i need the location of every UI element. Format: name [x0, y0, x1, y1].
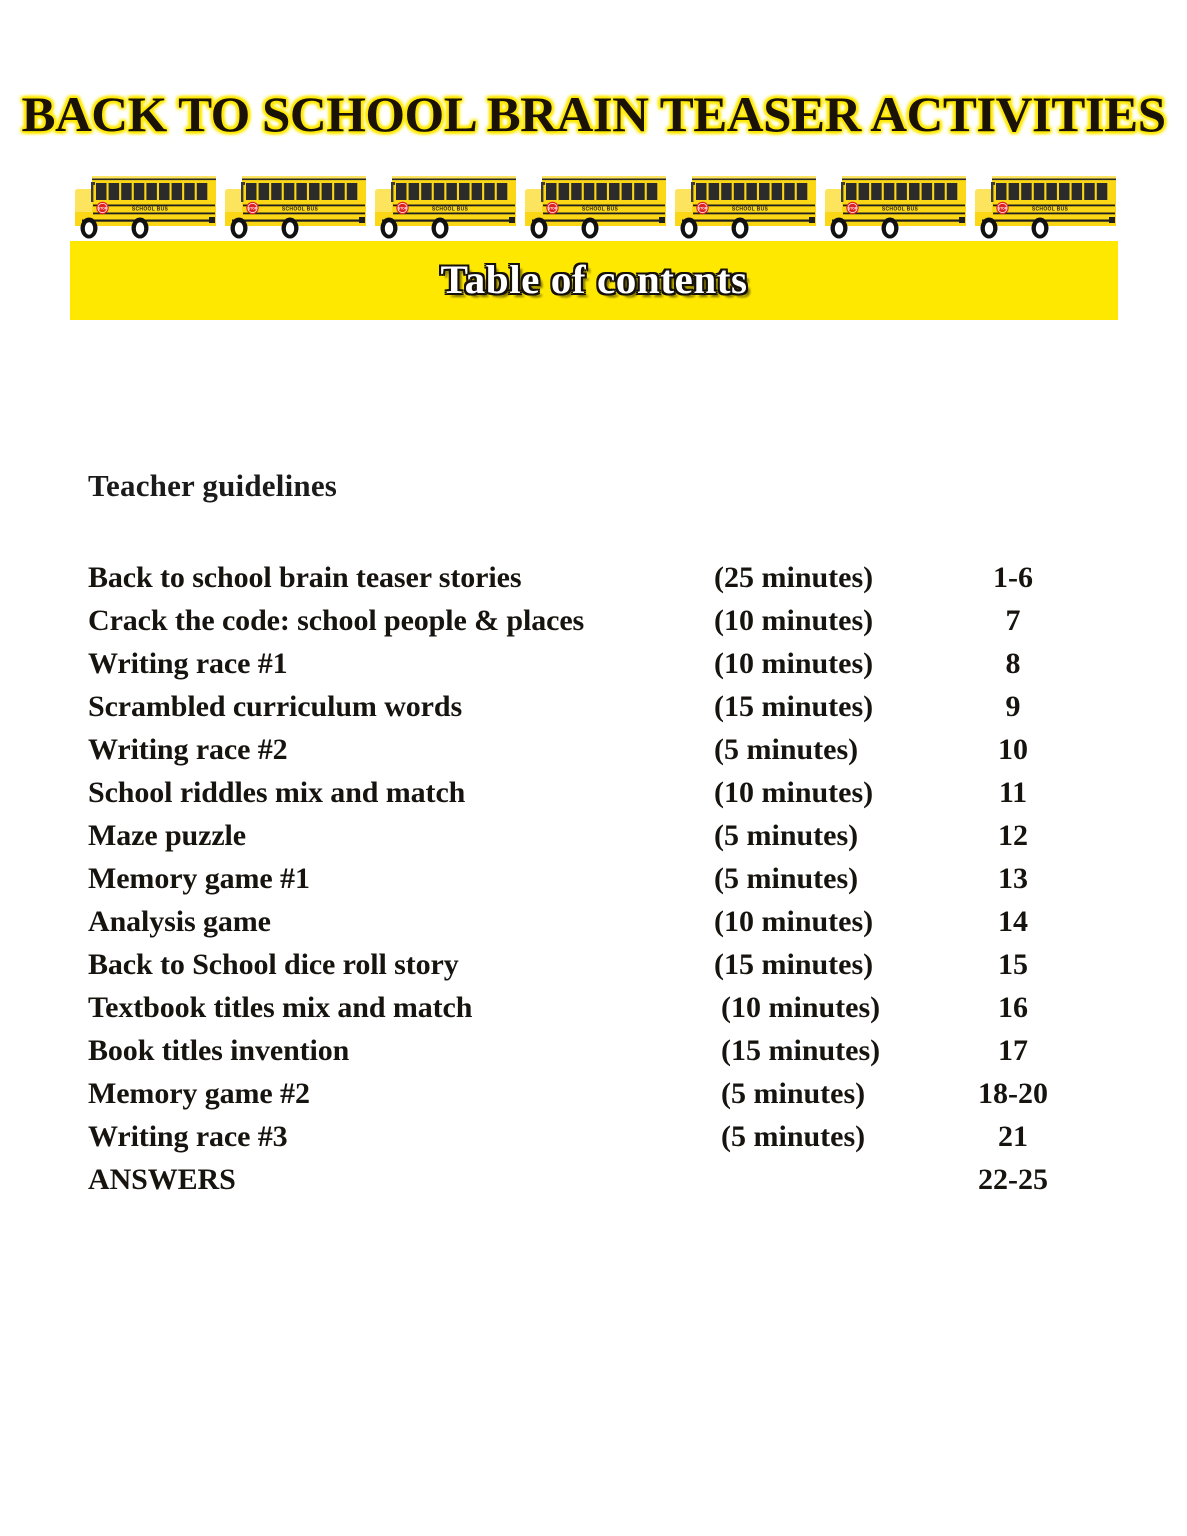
- table-of-contents-row[interactable]: [88, 642, 1078, 685]
- toc-entry-page-number: 15: [998, 948, 1028, 981]
- svg-text:SCHOOL BUS: SCHOOL BUS: [881, 206, 919, 213]
- table-of-contents-row[interactable]: [88, 1115, 1078, 1158]
- toc-entry-page-number: 17: [998, 1034, 1028, 1067]
- svg-text:SCHOOL BUS: SCHOOL BUS: [731, 206, 769, 213]
- table-of-contents-row[interactable]: [88, 599, 1078, 642]
- toc-entry-title: Writing race #3: [88, 1120, 288, 1153]
- table-of-contents-row[interactable]: [88, 857, 1078, 900]
- toc-entry-duration: (25 minutes): [714, 561, 874, 594]
- table-of-contents-row[interactable]: [88, 556, 1078, 599]
- table-of-contents-row[interactable]: [88, 1029, 1078, 1072]
- school-bus-icon: [70, 168, 220, 242]
- toc-entry-duration: (5 minutes): [721, 1120, 866, 1153]
- school-bus-decoration-strip: [70, 168, 1118, 242]
- toc-entry-duration: (15 minutes): [721, 1034, 881, 1067]
- toc-entry-duration: (5 minutes): [714, 862, 859, 895]
- table-of-contents-row[interactable]: [88, 900, 1078, 943]
- toc-entry-title: Analysis game: [88, 905, 271, 938]
- table-of-contents-banner: [70, 241, 1118, 320]
- svg-text:STOP: STOP: [697, 206, 708, 211]
- toc-entry-title: Memory game #1: [88, 862, 310, 895]
- table-of-contents-row[interactable]: [88, 771, 1078, 814]
- toc-entry-title: Textbook titles mix and match: [88, 991, 473, 1024]
- toc-entry-title: Crack the code: school people & places: [88, 604, 585, 637]
- svg-text:STOP: STOP: [997, 206, 1008, 211]
- toc-entry-title: Writing race #2: [88, 733, 288, 766]
- school-bus-icon: [220, 168, 370, 242]
- banner-title: Table of contents: [440, 257, 748, 302]
- toc-entry-page-number: 13: [998, 862, 1028, 895]
- table-of-contents-row[interactable]: [88, 728, 1078, 771]
- school-bus-icon: [520, 168, 670, 242]
- toc-entry-page-number: 16: [998, 991, 1028, 1024]
- toc-entry-title: Back to school brain teaser stories: [88, 561, 522, 594]
- toc-entry-page-number: 21: [998, 1120, 1028, 1153]
- toc-entry-page-number: 7: [1005, 604, 1021, 637]
- page-title: BACK TO SCHOOL BRAIN TEASER ACTIVITIES: [21, 86, 1166, 142]
- toc-entry-page-number: 14: [998, 905, 1028, 938]
- toc-entry-duration: (15 minutes): [714, 948, 874, 981]
- toc-entry-page-number: 9: [1005, 690, 1021, 723]
- toc-entry-title: Book titles invention: [88, 1034, 350, 1067]
- section-heading-teacher-guidelines: Teacher guidelines: [88, 468, 338, 503]
- table-of-contents-row[interactable]: [88, 986, 1078, 1029]
- toc-entry-page-number: 22-25: [978, 1163, 1048, 1196]
- toc-entry-duration: (10 minutes): [721, 991, 881, 1024]
- toc-entry-page-number: 1-6: [993, 561, 1033, 594]
- svg-text:STOP: STOP: [847, 206, 858, 211]
- toc-entry-title: Maze puzzle: [88, 819, 246, 852]
- table-of-contents-row[interactable]: [88, 1158, 1078, 1201]
- toc-entry-page-number: 12: [998, 819, 1028, 852]
- toc-entry-title: Writing race #1: [88, 647, 288, 680]
- toc-entry-page-number: 8: [1005, 647, 1021, 680]
- table-of-contents-row[interactable]: [88, 814, 1078, 857]
- svg-text:STOP: STOP: [247, 206, 258, 211]
- svg-text:STOP: STOP: [97, 206, 108, 211]
- table-of-contents-row[interactable]: [88, 685, 1078, 728]
- toc-entry-duration: (10 minutes): [714, 604, 874, 637]
- svg-text:STOP: STOP: [397, 206, 408, 211]
- svg-text:SCHOOL BUS: SCHOOL BUS: [431, 206, 469, 213]
- toc-entry-page-number: 18-20: [978, 1077, 1048, 1110]
- toc-entry-title: Back to School dice roll story: [88, 948, 459, 981]
- toc-entry-page-number: 11: [998, 776, 1028, 809]
- svg-text:STOP: STOP: [547, 206, 558, 211]
- table-of-contents-row[interactable]: [88, 1072, 1078, 1115]
- toc-entry-duration: (10 minutes): [714, 647, 874, 680]
- toc-entry-page-number: 10: [998, 733, 1028, 766]
- school-bus-icon: [670, 168, 820, 242]
- toc-entry-title: Scrambled curriculum words: [88, 690, 463, 723]
- svg-text:SCHOOL BUS: SCHOOL BUS: [131, 206, 169, 213]
- toc-entry-duration: (15 minutes): [714, 690, 874, 723]
- svg-text:SCHOOL BUS: SCHOOL BUS: [281, 206, 319, 213]
- toc-entry-title: ANSWERS: [88, 1163, 236, 1196]
- svg-text:SCHOOL BUS: SCHOOL BUS: [581, 206, 619, 213]
- school-bus-icon: [370, 168, 520, 242]
- toc-entry-duration: (5 minutes): [714, 733, 859, 766]
- toc-entry-duration: (5 minutes): [721, 1077, 866, 1110]
- toc-entry-title: School riddles mix and match: [88, 776, 466, 809]
- school-bus-icon: [970, 168, 1120, 242]
- toc-entry-duration: (10 minutes): [714, 776, 874, 809]
- table-of-contents-list: [88, 556, 1078, 1201]
- toc-entry-duration: (10 minutes): [714, 905, 874, 938]
- toc-entry-duration: (5 minutes): [714, 819, 859, 852]
- table-of-contents-row[interactable]: [88, 943, 1078, 986]
- toc-entry-title: Memory game #2: [88, 1077, 310, 1110]
- school-bus-icon: [820, 168, 970, 242]
- svg-text:SCHOOL BUS: SCHOOL BUS: [1031, 206, 1069, 213]
